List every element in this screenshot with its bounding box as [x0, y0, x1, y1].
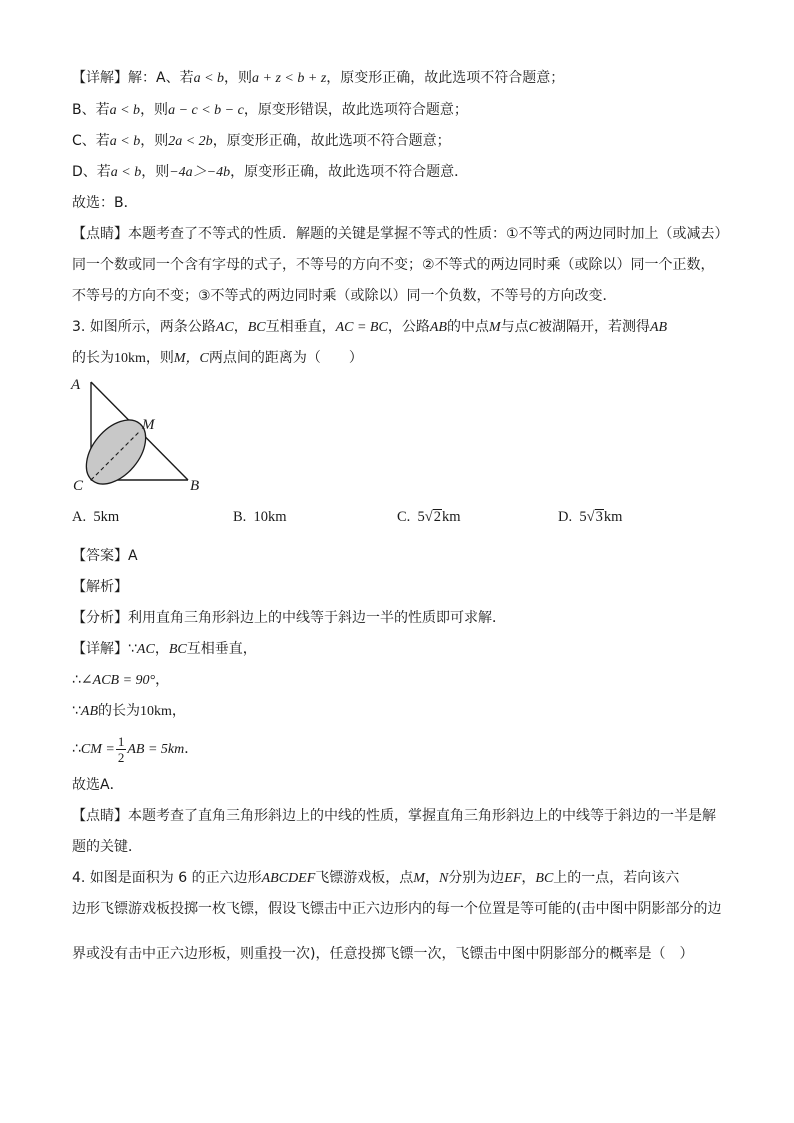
detail-heading: 【详解】: [72, 70, 128, 86]
q2-comment-line-1: 【点睛】本题考查了不等式的性质．解题的关键是掌握不等式的性质：①不等式的两边同时加上（或减去）: [72, 226, 729, 242]
label-b: B: [190, 478, 200, 494]
fraction-one-half: $\frac{1}{2}$: [117, 733, 125, 765]
q3-option-a[interactable]: A. 5km: [72, 509, 120, 525]
q3-detail-line-1: 【详解】∵AC，BC互相垂直，: [72, 641, 257, 657]
q2-option-c-analysis: C、若a < b，则2a < 2b，原变形正确，故此选项不符合题意；: [72, 133, 451, 149]
q3-triangle-figure: [66, 372, 216, 496]
sqrt-sign: √: [586, 509, 595, 525]
q3-detail-line-3: ∵AB的长为10km，: [72, 703, 186, 719]
q3-answer: 【答案】A: [72, 548, 138, 564]
q2-choice: 故选：B．: [72, 195, 138, 211]
q2-option-b-analysis: B、若a < b，则a − c < b − c，原变形错误，故此选项符合题意；: [72, 102, 468, 118]
label-a: A: [71, 377, 81, 393]
q3-option-d[interactable]: D. 5√3km: [558, 509, 623, 525]
q4-stem-line-3: 界或没有击中正六边形板，则重投一次)，任意投掷飞镖一次，飞镖击中图中阴影部分的概率是（ ）: [72, 946, 694, 962]
comment-heading: 【点睛】: [72, 808, 128, 824]
q4-stem-line-1: 4. 如图是面积为 6 的正六边形ABCDEF飞镖游戏板，点M，N分别为边EF，BC上的一点，若向该六: [72, 870, 680, 886]
q2-comment-line-3: 不等号的方向不变；③不等式的两边同时乘（或除以）同一个负数，不等号的方向改变．: [72, 288, 617, 304]
q3-detail-line-2: ∴∠ACB = 90°，: [72, 672, 170, 688]
q3-stem-line-1: 3. 如图所示，两条公路AC，BC互相垂直，AC = BC，公路AB的中点M与点C被湖隔开，若测得AB: [72, 319, 668, 335]
q3-comment-line-1: 【点睛】本题考查了直角三角形斜边上的中线的性质，掌握直角三角形斜边上的中线等于斜边的一半是解: [72, 808, 716, 824]
q3-option-b[interactable]: B. 10km: [233, 509, 287, 525]
q3-analysis-heading: 【解析】: [72, 579, 128, 595]
comment-heading: 【点睛】: [72, 226, 128, 242]
q2-option-d-analysis: D、若a < b，则−4a＞−4b，原变形正确，故此选项不符合题意．: [72, 164, 469, 180]
q3-choice: 故选A．: [72, 777, 124, 793]
q3-fenxi: 【分析】利用直角三角形斜边上的中线等于斜边一半的性质即可求解．: [72, 610, 506, 626]
answer-heading: 【答案】: [72, 548, 128, 564]
label-c: C: [73, 478, 84, 494]
label-m: M: [142, 417, 155, 433]
q3-detail-line-4: ∴CM = $\frac{1}{2}$ AB = 5km．: [72, 733, 199, 765]
q3-option-c[interactable]: C. 5√2km: [397, 509, 461, 525]
q2-option-a-analysis: 【详解】解：A、若a < b，则a + z < b + z，原变形正确，故此选项不符合题意；: [72, 70, 565, 86]
q3-stem-line-2: 的长为10km，则M，C两点间的距离为（ ）: [72, 350, 363, 366]
q2-comment-line-2: 同一个数或同一个含有字母的式子，不等号的方向不变；②不等式的两边同时乘（或除以）同一个正数，: [72, 257, 715, 273]
q4-stem-line-2: 边形飞镖游戏板投掷一枚飞镖，假设飞镖击中正六边形内的每一个位置是等可能的(击中图中阴影部分的边: [72, 901, 722, 917]
sqrt-sign: √: [424, 509, 433, 525]
q3-comment-line-2: 题的关键．: [72, 839, 142, 855]
